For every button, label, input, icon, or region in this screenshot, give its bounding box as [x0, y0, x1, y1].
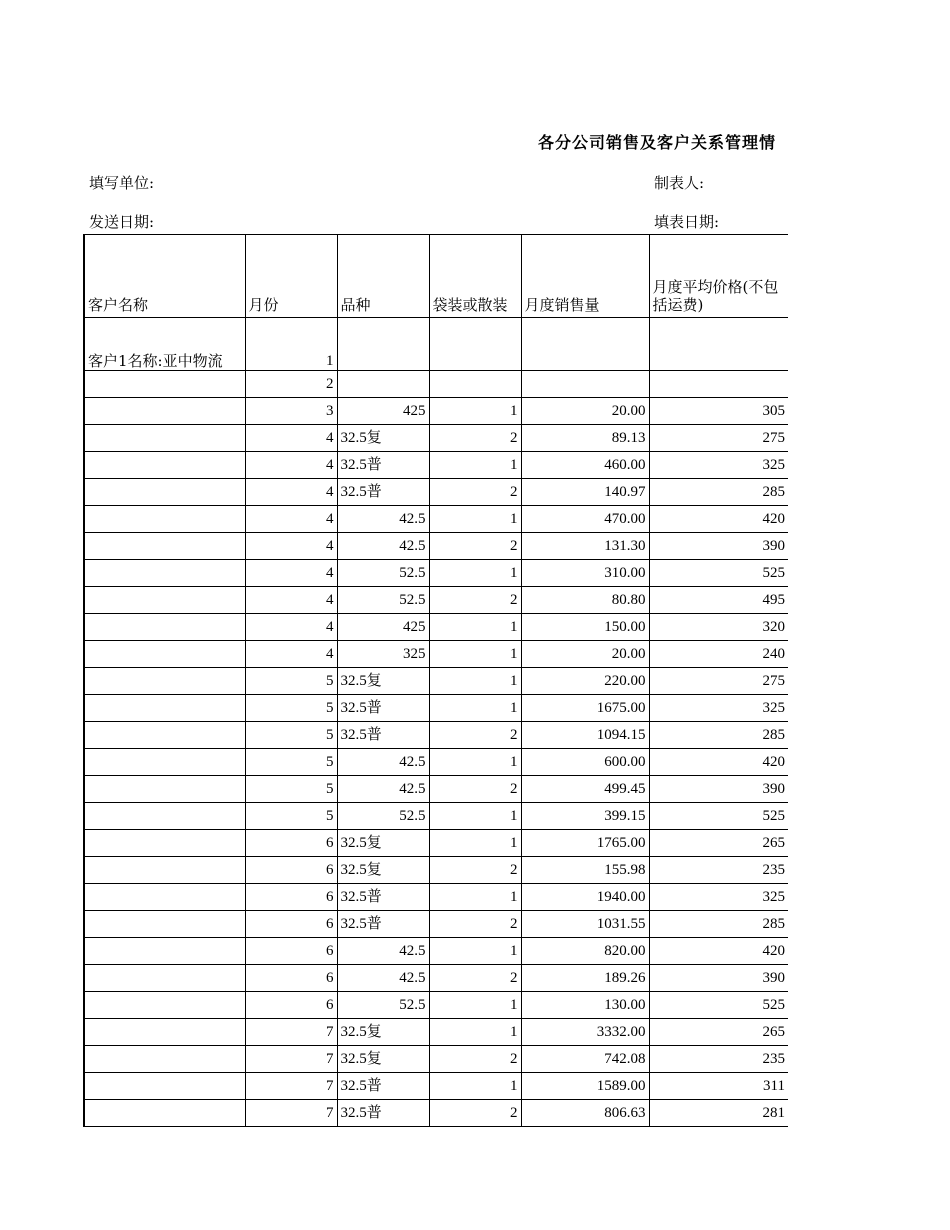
header-price: 月度平均价格(不包括运费)	[649, 235, 788, 318]
pack-cell: 2	[429, 1046, 521, 1073]
month-cell: 6	[245, 938, 337, 965]
month-cell: 6	[245, 911, 337, 938]
month-cell: 4	[245, 506, 337, 533]
month-cell: 6	[245, 830, 337, 857]
variety-cell: 425	[337, 614, 429, 641]
price-cell: 525	[649, 992, 788, 1019]
variety-cell: 42.5	[337, 965, 429, 992]
table-row	[84, 992, 788, 1019]
price-cell: 240	[649, 641, 788, 668]
customer-name-cell	[84, 614, 245, 641]
price-cell: 525	[649, 560, 788, 587]
variety-cell: 52.5	[337, 587, 429, 614]
month-cell: 7	[245, 1073, 337, 1100]
month-cell: 4	[245, 560, 337, 587]
qty-cell: 742.08	[521, 1046, 649, 1073]
customer-name-cell	[84, 1019, 245, 1046]
variety-cell: 42.5	[337, 776, 429, 803]
price-cell: 285	[649, 722, 788, 749]
variety-cell: 42.5	[337, 938, 429, 965]
month-cell: 6	[245, 884, 337, 911]
qty-cell	[521, 371, 649, 398]
header-customer: 客户名称	[84, 235, 245, 318]
table-row	[84, 1019, 788, 1046]
price-cell: 325	[649, 884, 788, 911]
variety-cell: 32.5普	[337, 884, 429, 911]
month-cell: 4	[245, 425, 337, 452]
price-cell: 390	[649, 533, 788, 560]
maker-label: 制表人:	[654, 174, 705, 192]
table-row	[84, 695, 788, 722]
variety-cell: 42.5	[337, 533, 429, 560]
variety-cell: 325	[337, 641, 429, 668]
price-cell: 265	[649, 830, 788, 857]
table-row	[84, 830, 788, 857]
pack-cell: 2	[429, 776, 521, 803]
qty-cell: 20.00	[521, 398, 649, 425]
qty-cell: 499.45	[521, 776, 649, 803]
customer-name-cell	[84, 857, 245, 884]
qty-cell: 3332.00	[521, 1019, 649, 1046]
header-variety: 品种	[337, 235, 429, 318]
table-row	[84, 533, 788, 560]
table-row	[84, 479, 788, 506]
qty-cell: 1940.00	[521, 884, 649, 911]
variety-cell: 32.5普	[337, 695, 429, 722]
qty-cell	[521, 318, 649, 371]
table-row	[84, 425, 788, 452]
table-row	[84, 668, 788, 695]
variety-cell: 32.5复	[337, 857, 429, 884]
pack-cell: 2	[429, 587, 521, 614]
customer-name-cell	[84, 587, 245, 614]
pack-cell: 1	[429, 884, 521, 911]
month-cell: 4	[245, 587, 337, 614]
pack-cell: 1	[429, 614, 521, 641]
customer-name-cell	[84, 992, 245, 1019]
table-row	[84, 884, 788, 911]
qty-cell: 89.13	[521, 425, 649, 452]
page-title: 各分公司销售及客户关系管理情	[538, 133, 777, 152]
customer-name-cell	[84, 452, 245, 479]
header-row	[84, 235, 788, 318]
month-cell: 4	[245, 533, 337, 560]
variety-cell: 425	[337, 398, 429, 425]
month-cell: 3	[245, 398, 337, 425]
month-cell: 5	[245, 803, 337, 830]
table-row	[84, 1046, 788, 1073]
variety-cell: 42.5	[337, 749, 429, 776]
price-cell: 285	[649, 479, 788, 506]
price-cell: 390	[649, 965, 788, 992]
table-row	[84, 506, 788, 533]
pack-cell: 1	[429, 749, 521, 776]
qty-cell: 140.97	[521, 479, 649, 506]
sales-table	[83, 234, 788, 1127]
qty-cell: 1675.00	[521, 695, 649, 722]
variety-cell: 32.5普	[337, 452, 429, 479]
customer-name-cell	[84, 938, 245, 965]
variety-cell: 42.5	[337, 506, 429, 533]
qty-cell: 131.30	[521, 533, 649, 560]
month-cell: 6	[245, 992, 337, 1019]
qty-cell: 155.98	[521, 857, 649, 884]
customer-name-cell	[84, 533, 245, 560]
header-qty: 月度销售量	[521, 235, 649, 318]
price-cell	[649, 371, 788, 398]
month-cell: 2	[245, 371, 337, 398]
price-cell: 235	[649, 1046, 788, 1073]
pack-cell: 1	[429, 938, 521, 965]
month-cell: 5	[245, 668, 337, 695]
month-cell: 5	[245, 695, 337, 722]
price-cell: 320	[649, 614, 788, 641]
price-cell: 420	[649, 506, 788, 533]
customer-name-cell	[84, 884, 245, 911]
price-cell: 305	[649, 398, 788, 425]
table-row	[84, 965, 788, 992]
customer-name-cell	[84, 506, 245, 533]
pack-cell: 1	[429, 695, 521, 722]
pack-cell: 2	[429, 425, 521, 452]
pack-cell: 1	[429, 668, 521, 695]
pack-cell: 1	[429, 506, 521, 533]
price-cell: 235	[649, 857, 788, 884]
qty-cell: 399.15	[521, 803, 649, 830]
month-cell: 5	[245, 776, 337, 803]
qty-cell: 220.00	[521, 668, 649, 695]
month-cell: 7	[245, 1046, 337, 1073]
month-cell: 5	[245, 722, 337, 749]
customer-name-cell	[84, 560, 245, 587]
month-cell: 6	[245, 965, 337, 992]
price-cell: 390	[649, 776, 788, 803]
customer-name-cell	[84, 641, 245, 668]
variety-cell: 32.5复	[337, 425, 429, 452]
qty-cell: 130.00	[521, 992, 649, 1019]
table-row	[84, 641, 788, 668]
customer-name-cell	[84, 1100, 245, 1127]
customer-name-cell	[84, 425, 245, 452]
pack-cell: 1	[429, 830, 521, 857]
table-row	[84, 938, 788, 965]
variety-cell: 32.5普	[337, 911, 429, 938]
qty-cell: 20.00	[521, 641, 649, 668]
variety-cell	[337, 371, 429, 398]
variety-cell	[337, 318, 429, 371]
variety-cell: 32.5复	[337, 1019, 429, 1046]
customer-name-cell	[84, 830, 245, 857]
qty-cell: 310.00	[521, 560, 649, 587]
pack-cell: 1	[429, 1019, 521, 1046]
pack-cell: 1	[429, 398, 521, 425]
month-cell: 5	[245, 749, 337, 776]
month-cell: 7	[245, 1100, 337, 1127]
table-row	[84, 1073, 788, 1100]
price-cell: 275	[649, 425, 788, 452]
pack-cell: 1	[429, 452, 521, 479]
price-cell	[649, 318, 788, 371]
header-month: 月份	[245, 235, 337, 318]
send-date-label: 发送日期:	[89, 213, 155, 231]
header-pack: 袋装或散装	[429, 235, 521, 318]
customer-name-cell	[84, 398, 245, 425]
qty-cell: 189.26	[521, 965, 649, 992]
variety-cell: 32.5普	[337, 722, 429, 749]
qty-cell: 600.00	[521, 749, 649, 776]
customer-name-cell	[84, 1046, 245, 1073]
customer-name-cell	[84, 749, 245, 776]
customer-name-cell	[84, 803, 245, 830]
table-row	[84, 722, 788, 749]
variety-cell: 32.5普	[337, 479, 429, 506]
price-cell: 325	[649, 452, 788, 479]
customer-name-cell	[84, 965, 245, 992]
month-cell: 4	[245, 614, 337, 641]
customer-name-cell	[84, 371, 245, 398]
pack-cell	[429, 318, 521, 371]
price-cell: 420	[649, 938, 788, 965]
qty-cell: 80.80	[521, 587, 649, 614]
month-cell: 4	[245, 452, 337, 479]
customer-name-cell	[84, 1073, 245, 1100]
month-cell: 6	[245, 857, 337, 884]
pack-cell: 1	[429, 992, 521, 1019]
customer-name-cell	[84, 479, 245, 506]
variety-cell: 32.5复	[337, 830, 429, 857]
table-row	[84, 1100, 788, 1127]
pack-cell: 2	[429, 857, 521, 884]
customer-name-cell	[84, 722, 245, 749]
table-row	[84, 560, 788, 587]
pack-cell: 1	[429, 641, 521, 668]
qty-cell: 460.00	[521, 452, 649, 479]
qty-cell: 1094.15	[521, 722, 649, 749]
qty-cell: 820.00	[521, 938, 649, 965]
month-cell: 1	[245, 318, 337, 371]
table-row	[84, 857, 788, 884]
customer-name-cell	[84, 695, 245, 722]
qty-cell: 1589.00	[521, 1073, 649, 1100]
variety-cell: 52.5	[337, 992, 429, 1019]
table-row	[84, 398, 788, 425]
pack-cell: 2	[429, 533, 521, 560]
price-cell: 495	[649, 587, 788, 614]
customer-name-cell	[84, 668, 245, 695]
pack-cell: 2	[429, 479, 521, 506]
qty-cell: 150.00	[521, 614, 649, 641]
month-cell: 4	[245, 479, 337, 506]
variety-cell: 52.5	[337, 560, 429, 587]
price-cell: 281	[649, 1100, 788, 1127]
pack-cell: 2	[429, 965, 521, 992]
pack-cell: 1	[429, 560, 521, 587]
table-row	[84, 452, 788, 479]
variety-cell: 32.5普	[337, 1100, 429, 1127]
customer-name-cell	[84, 776, 245, 803]
qty-cell: 806.63	[521, 1100, 649, 1127]
pack-cell: 1	[429, 1073, 521, 1100]
table-row	[84, 587, 788, 614]
month-cell: 4	[245, 641, 337, 668]
price-cell: 265	[649, 1019, 788, 1046]
variety-cell: 32.5普	[337, 1073, 429, 1100]
price-cell: 525	[649, 803, 788, 830]
variety-cell: 32.5复	[337, 668, 429, 695]
qty-cell: 1765.00	[521, 830, 649, 857]
table-row	[84, 776, 788, 803]
table-row	[84, 318, 788, 371]
price-cell: 325	[649, 695, 788, 722]
table-row	[84, 911, 788, 938]
variety-cell: 52.5	[337, 803, 429, 830]
pack-cell: 2	[429, 1100, 521, 1127]
fill-date-label: 填表日期:	[654, 213, 720, 231]
customer-name-cell	[84, 911, 245, 938]
pack-cell: 2	[429, 911, 521, 938]
pack-cell: 1	[429, 803, 521, 830]
variety-cell: 32.5复	[337, 1046, 429, 1073]
price-cell: 420	[649, 749, 788, 776]
pack-cell	[429, 371, 521, 398]
price-cell: 311	[649, 1073, 788, 1100]
qty-cell: 1031.55	[521, 911, 649, 938]
pack-cell: 2	[429, 722, 521, 749]
price-cell: 285	[649, 911, 788, 938]
month-cell: 7	[245, 1019, 337, 1046]
table-row	[84, 371, 788, 398]
table-row	[84, 803, 788, 830]
table-row	[84, 749, 788, 776]
price-cell: 275	[649, 668, 788, 695]
table-row	[84, 614, 788, 641]
fill-unit-label: 填写单位:	[89, 174, 155, 192]
qty-cell: 470.00	[521, 506, 649, 533]
customer-name-cell: 客户1名称:亚中物流	[84, 318, 245, 371]
